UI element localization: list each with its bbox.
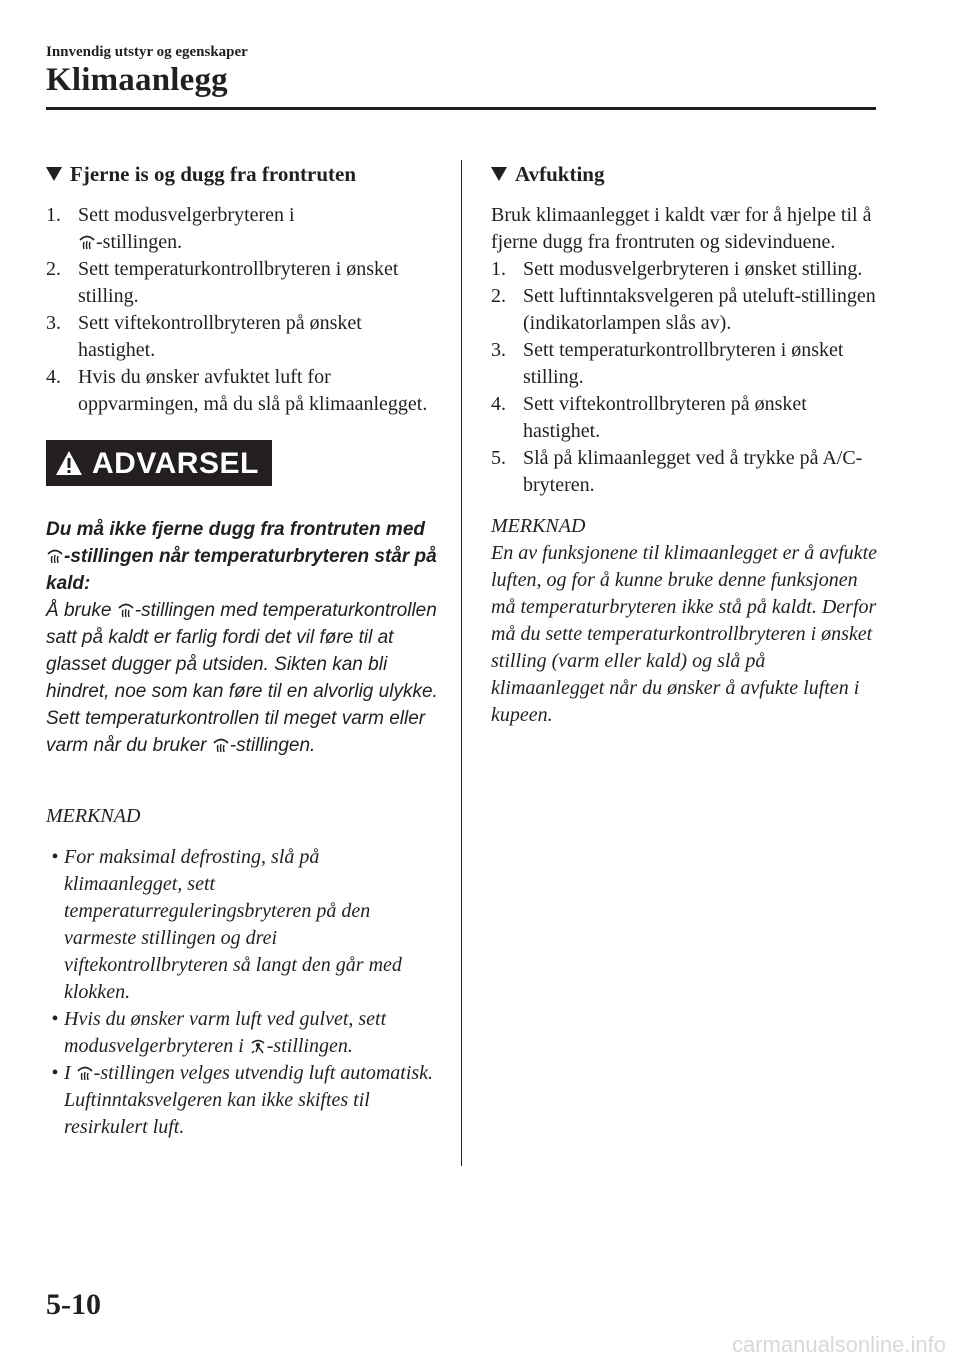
bullet: • (51, 1008, 59, 1030)
floor-defrost-mode-icon (249, 1038, 267, 1054)
defrost-mode-icon (212, 737, 230, 753)
list-item (491, 256, 881, 283)
note-text: -stillingen velges utvendig luft automatisk. Luftinntaksvelgeren kan ikke skiftes til resirkulert luft. (64, 1062, 434, 1138)
defrost-mode-icon (76, 1065, 94, 1081)
dehumidify-steps (491, 256, 881, 499)
list-item (491, 445, 881, 499)
note-label: MERKNAD (491, 515, 586, 537)
step-number: 2. (491, 285, 506, 307)
bullet: • (51, 846, 59, 868)
list-item (46, 1060, 441, 1141)
warning-heading: Du må ikke fjerne dugg fra frontruten med -stillingen når temperaturbryteren står på kald: (46, 519, 437, 594)
note-text: -stillingen. (266, 1035, 353, 1057)
left-column (46, 160, 441, 1141)
section-marker-icon (491, 167, 507, 181)
defrost-mode-icon (117, 602, 135, 618)
step-number: 4. (46, 366, 61, 388)
warning-label: ADVARSEL (92, 446, 259, 480)
step-number: 5. (491, 447, 506, 469)
note-label: MERKNAD (46, 805, 141, 827)
step-text: Sett viftekontrollbryteren på ønsket hastighet. (78, 312, 362, 361)
list-item (46, 256, 441, 310)
step-number: 3. (46, 312, 61, 334)
watermark: carmanualsonline.info (731, 1332, 946, 1357)
note-text: For maksimal defrosting, slå på klimaanlegget, sett temperaturreguleringsbryteren på den varmeste stillingen og drei viftekontrollbryteren så langt den går med klokken. (64, 846, 402, 1003)
list-item (491, 391, 881, 445)
step-text: Sett viftekontrollbryteren på ønsket hastighet. (523, 393, 807, 442)
section-title-defrost (46, 160, 441, 188)
bullet: • (51, 1062, 59, 1084)
column-divider (461, 160, 462, 1166)
section-title-text: Avfukting (515, 162, 605, 186)
warning-badge (46, 440, 272, 486)
step-number: 3. (491, 339, 506, 361)
warning-body: Å bruke -stillingen med temperaturkontrollen satt på kaldt er farlig fordi det vil føre til at glasset dugger på utsiden. Sikten kan bli hindret, noe som kan føre til en alvorlig ulykke. Sett temperaturkontrollen til meget varm eller varm når du bruker -stillingen. (46, 600, 438, 756)
step-text: Sett modusvelgerbryteren i ønsket stilling. (523, 258, 863, 280)
right-column (491, 160, 881, 729)
defrost-mode-icon (78, 234, 96, 250)
section-title-text: Fjerne is og dugg fra frontruten (70, 162, 356, 186)
step-number: 4. (491, 393, 506, 415)
list-item (491, 337, 881, 391)
step-number: 2. (46, 258, 61, 280)
step-text: Sett modusvelgerbryteren i (78, 204, 295, 226)
list-item (46, 1006, 441, 1060)
list-item (46, 310, 441, 364)
header-rule (46, 107, 876, 110)
warning-triangle-icon (54, 449, 84, 477)
intro-text: Bruk klimaanlegget i kaldt vær for å hjelpe til å fjerne dugg fra frontruten og sidevinduene. (491, 204, 872, 253)
step-text: Slå på klimaanlegget ved å trykke på A/C-bryteren. (523, 447, 863, 496)
step-text: Sett temperaturkontrollbryteren i ønsket stilling. (78, 258, 399, 307)
step-text: Sett temperaturkontrollbryteren i ønsket stilling. (523, 339, 844, 388)
step-text: Sett luftinntaksvelgeren på uteluft-stillingen (indikatorlampen slås av). (523, 285, 876, 334)
list-item (46, 844, 441, 1006)
note-text: Hvis du ønsker varm luft ved gulvet, sett modusvelgerbryteren i (64, 1008, 387, 1057)
note-text: En av funksjonene til klimaanlegget er å avfukte luften, og for å kunne bruke denne funksjonen må temperaturbryteren ikke stå på kaldt. Derfor må du sette temperaturkontrollbryteren i ønsket stilling (varm eller kald) og slå på klimaanlegget når du ønsker å avfukte luften i kupeen. (491, 542, 877, 726)
note-text: I (64, 1062, 76, 1084)
defrost-mode-icon (46, 548, 64, 564)
section-title-dehumidify (491, 160, 881, 188)
step-text: Hvis du ønsker avfuktet luft for oppvarmingen, må du slå på klimaanlegget. (78, 366, 428, 415)
step-text: -stillingen. (96, 231, 183, 253)
list-item (46, 364, 441, 418)
notes-list (46, 844, 441, 1141)
page-number: 5-10 (46, 1288, 101, 1321)
step-number: 1. (491, 258, 506, 280)
section-marker-icon (46, 167, 62, 181)
list-item (46, 202, 441, 256)
list-item (491, 283, 881, 337)
step-number: 1. (46, 204, 61, 226)
page-title: Klimaanlegg (46, 62, 228, 98)
defrost-steps (46, 202, 441, 418)
chapter-title: Innvendig utstyr og egenskaper (46, 44, 248, 60)
